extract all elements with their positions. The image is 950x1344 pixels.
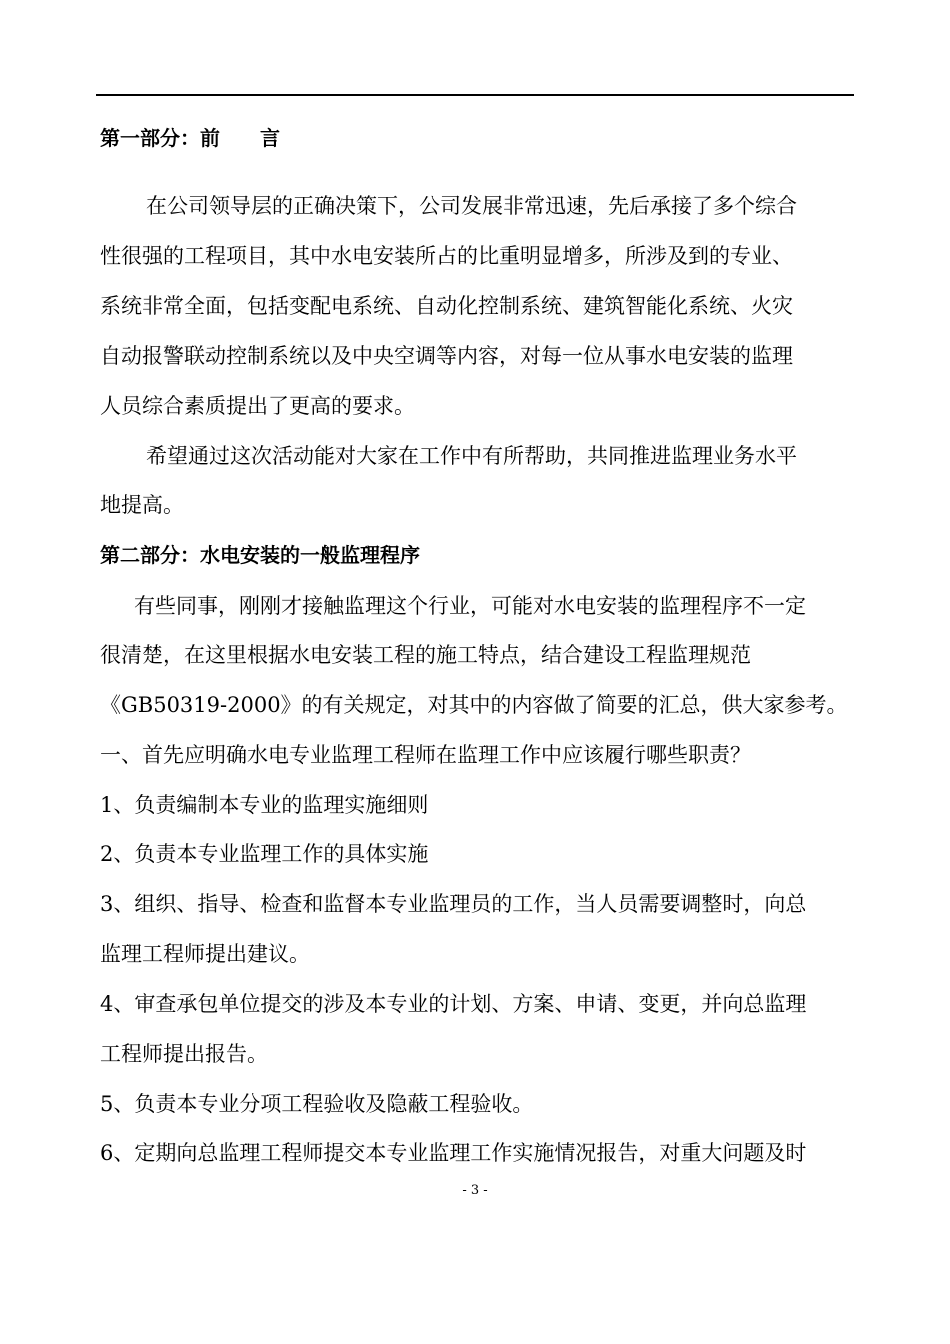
para1-line5: 人员综合素质提出了更高的要求。 [100, 394, 415, 418]
header-rule [96, 94, 854, 96]
section1-title: 第一部分：前 言 [100, 126, 280, 150]
list-item-3-line1: 3、组织、指导、检查和监督本专业监理员的工作，当人员需要调整时，向总 [100, 892, 807, 916]
intro-line3: 《GB50319-2000》的有关规定，对其中的内容做了简要的汇总，供大家参考。 [100, 693, 848, 717]
para2-line2: 地提高。 [100, 493, 184, 517]
para1-line2: 性很强的工程项目，其中水电安装所占的比重明显增多，所涉及到的专业、 [100, 244, 793, 268]
list-item-4-line2: 工程师提出报告。 [100, 1042, 268, 1066]
page-number: - 3 - [462, 1183, 488, 1198]
para1-line4: 自动报警联动控制系统以及中央空调等内容，对每一位从事水电安装的监理 [100, 344, 793, 368]
para2-line1: 希望通过这次活动能对大家在工作中有所帮助，共同推进监理业务水平 [146, 444, 797, 468]
para1-line1: 在公司领导层的正确决策下，公司发展非常迅速，先后承接了多个综合 [146, 194, 797, 218]
list-item-4-line1: 4、审查承包单位提交的涉及本专业的计划、方案、申请、变更，并向总监理 [100, 992, 807, 1016]
list-item-3-line2: 监理工程师提出建议。 [100, 942, 310, 966]
intro-line1: 有些同事，刚刚才接触监理这个行业，可能对水电安装的监理程序不一定 [134, 594, 806, 618]
intro-line2: 很清楚，在这里根据水电安装工程的施工特点，结合建设工程监理规范 [100, 643, 751, 667]
list-item-5: 5、负责本专业分项工程验收及隐蔽工程验收。 [100, 1092, 534, 1116]
list-item-6-line1: 6、定期向总监理工程师提交本专业监理工作实施情况报告，对重大问题及时 [100, 1141, 807, 1165]
section2-title: 第二部分：水电安装的一般监理程序 [100, 543, 420, 567]
list-item-1: 1、负责编制本专业的监理实施细则 [100, 793, 429, 817]
question-line: 一、首先应明确水电专业监理工程师在监理工作中应该履行哪些职责？ [100, 743, 751, 767]
para1-line3: 系统非常全面，包括变配电系统、自动化控制系统、建筑智能化系统、火灾 [100, 294, 793, 318]
list-item-2: 2、负责本专业监理工作的具体实施 [100, 842, 429, 866]
